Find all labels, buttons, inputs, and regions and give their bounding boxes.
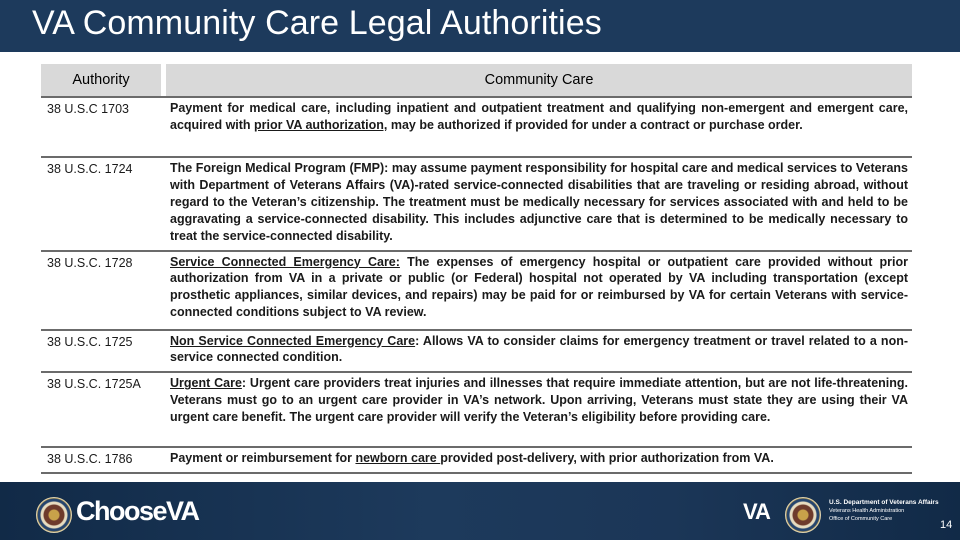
table-row bbox=[41, 251, 912, 330]
description-text: The Foreign Medical Program (FMP): may assume payment responsibility for hospital care and medical services to Veterans with Department of Veterans Affairs (VA)-rated service-connected disabilities that are traveling or residing abroad, without regard to the Veteran’s citizenship. The treatment must be medically necessary for services associated with and held to be aggravating a service-connected disability. This includes adjunctive care that is determined to be medically necessary to treat the service-connected disability. bbox=[170, 161, 908, 243]
table-row bbox=[41, 157, 912, 251]
authority-cell: 38 U.S.C. 1786 bbox=[41, 447, 161, 473]
community-care-column-header: Community Care bbox=[166, 64, 912, 97]
description-cell bbox=[166, 157, 912, 251]
department-name: U.S. Department of Veterans Affairs bbox=[829, 499, 939, 506]
page-title: VA Community Care Legal Authorities bbox=[32, 4, 602, 42]
underlined-term: prior VA authorization, bbox=[254, 117, 388, 132]
page-number: 14 bbox=[940, 519, 953, 531]
description-cell bbox=[166, 251, 912, 330]
table-row bbox=[41, 372, 912, 447]
description-cell bbox=[166, 330, 912, 373]
title-bar bbox=[0, 0, 960, 52]
underlined-term: newborn care bbox=[355, 451, 441, 466]
va-seal-icon bbox=[36, 497, 72, 533]
va-logo: VA bbox=[743, 499, 770, 524]
authority-column-header: Authority bbox=[41, 64, 161, 97]
table-row bbox=[41, 330, 912, 373]
description-cell bbox=[166, 372, 912, 447]
authority-cell: 38 U.S.C. 1725A bbox=[41, 372, 161, 447]
choose-va-logo: ChooseVA bbox=[76, 496, 199, 526]
description-cell bbox=[166, 447, 912, 473]
authority-cell: 38 U.S.C. 1725 bbox=[41, 330, 161, 373]
underlined-term: Service Connected Emergency Care: bbox=[170, 254, 400, 269]
description-text: : Urgent care providers treat injuries and illnesses that require immediate attention, but are not life-threatening. Veterans must go to an urgent care provider in VA’s network. Upon arriving, Veterans must state they are using their VA urgent care benefit. The urgent care provider will verify the Veteran’s eligibility before providing care. bbox=[170, 376, 909, 425]
description-text: Payment or reimbursement for bbox=[170, 451, 356, 466]
administration-name: Veterans Health Administration bbox=[829, 508, 905, 514]
table-header-row bbox=[41, 64, 912, 97]
description-text: Payment for medical care, including inpatient and outpatient treatment and qualifying non-emergent and emergent care, acquired with bbox=[170, 101, 908, 132]
legal-authorities-table bbox=[41, 64, 912, 474]
description-text: : Allows VA to consider claims for emergency treatment or travel related to a non-service connected condition. bbox=[170, 333, 909, 365]
table-row bbox=[41, 97, 912, 157]
authority-cell: 38 U.S.C. 1728 bbox=[41, 251, 161, 330]
department-signature bbox=[829, 499, 939, 523]
description-text: may be authorized if provided for under a contract or purchase order. bbox=[387, 117, 803, 132]
underlined-term: Urgent Care bbox=[170, 376, 242, 391]
description-text: The expenses of emergency hospital or outpatient care provided without prior authorization from VA in a private or public (or Federal) hospital not operated by VA including transportation (except prosthetic appliances, similar devices, and repairs) may be paid for or reimbursed by VA for certain Veterans with service-connected conditions subject to VA review. bbox=[170, 254, 908, 320]
underlined-term: Non Service Connected Emergency Care bbox=[170, 333, 416, 348]
authority-cell: 38 U.S.C 1703 bbox=[41, 97, 161, 157]
authority-cell: 38 U.S.C. 1724 bbox=[41, 157, 161, 251]
table-row bbox=[41, 447, 912, 473]
va-seal-icon bbox=[785, 497, 821, 533]
office-name: Office of Community Care bbox=[829, 516, 893, 522]
description-cell bbox=[166, 97, 912, 157]
description-text: provided post-delivery, with prior authorization from VA. bbox=[440, 451, 774, 466]
